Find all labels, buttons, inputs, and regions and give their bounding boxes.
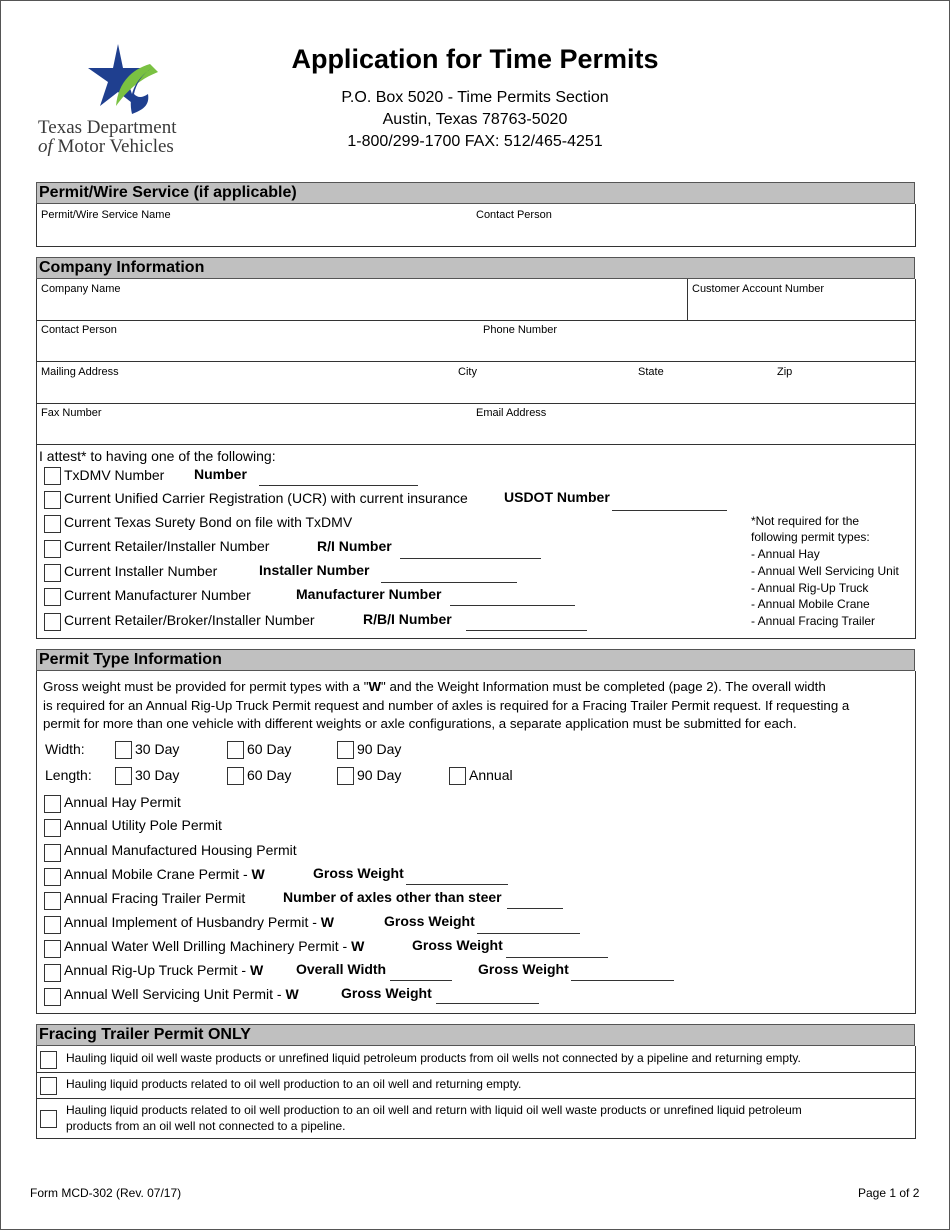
wire-service-contact-label: Contact Person [476,209,552,221]
page-number: Page 1 of 2 [858,1186,920,1200]
annual-hay-checkbox[interactable] [44,795,61,813]
divider [36,1072,916,1073]
company-box [36,279,916,445]
rig-up-truck-text: Annual Rig-Up Truck Permit - [64,962,250,978]
logo-line-2 [38,137,174,157]
width-90-day-checkbox[interactable] [337,741,354,759]
fracing-option-2-checkbox[interactable] [40,1077,57,1095]
length-60-day-label: 60 Day [247,767,292,783]
phone-fax: 1-800/299-1700 FAX: 512/465-4251 [347,133,603,150]
w-marker: W [249,962,264,978]
width-60-day-checkbox[interactable] [227,741,244,759]
mobile-crane-label [64,866,265,882]
divider [36,403,916,404]
fracing-option-3-checkbox[interactable] [40,1110,57,1128]
fracing-trailer-label: Annual Fracing Trailer Permit [64,890,246,906]
mobile-crane-checkbox[interactable] [44,868,61,886]
well-drilling-label [64,938,364,954]
txdmv-number-checkbox[interactable] [44,467,61,485]
mobile-crane-gross-weight-input[interactable] [406,884,508,885]
fracing-option-3-label-line-2: products from an oil well not connected to a pipeline. [66,1119,346,1133]
instruction-text: Gross weight must be provided for permit types with a " [43,679,369,694]
company-name-label: Company Name [41,283,121,295]
husbandry-gross-weight-input[interactable] [477,933,580,934]
well-drilling-gross-weight-input[interactable] [506,957,608,958]
well-drilling-checkbox[interactable] [44,940,61,958]
ri-number-field-label: R/I Number [317,538,392,554]
note-line: - Annual Fracing Trailer [751,614,876,628]
state-label: State [638,366,664,378]
rig-up-gross-weight-input[interactable] [571,980,674,981]
ri-number-input[interactable] [400,558,541,559]
installer-number-field-label: Installer Number [259,562,370,578]
address-line-1: P.O. Box 5020 - Time Permits Section [341,89,609,106]
manufactured-housing-checkbox[interactable] [44,844,61,862]
rbi-checkbox[interactable] [44,613,61,631]
permit-instructions-line-1 [43,678,913,697]
rbi-number-input[interactable] [466,630,587,631]
well-servicing-gross-weight-input[interactable] [436,1003,539,1004]
company-heading: Company Information [36,257,915,279]
manufactured-housing-label: Annual Manufactured Housing Permit [64,842,297,858]
fax-number-label: Fax Number [41,407,102,419]
width-60-day-label: 60 Day [247,741,292,757]
divider [36,1098,916,1099]
axles-label: Number of axles other than steer [283,889,502,905]
logo-motor-vehicles: Motor Vehicles [57,136,174,157]
overall-width-label: Overall Width [296,961,387,977]
mobile-crane-gross-weight-label: Gross Weight [313,865,404,881]
well-drilling-text: Annual Water Well Drilling Machinery Permit - [64,938,352,954]
well-servicing-gross-weight-label: Gross Weight [341,985,432,1001]
fracing-option-1-checkbox[interactable] [40,1051,57,1069]
length-60-day-checkbox[interactable] [227,767,244,785]
w-marker: W [251,866,265,882]
divider [36,361,916,362]
width-label: Width: [45,741,85,757]
utility-pole-checkbox[interactable] [44,819,61,837]
length-90-day-label: 90 Day [357,767,402,783]
length-30-day-checkbox[interactable] [115,767,132,785]
instruction-w: W [368,679,382,694]
fracing-heading: Fracing Trailer Permit ONLY [36,1024,915,1046]
email-address-label: Email Address [476,407,547,419]
customer-account-label: Customer Account Number [692,283,825,295]
form-id: Form MCD-302 (Rev. 07/17) [30,1186,182,1200]
installer-checkbox[interactable] [44,564,61,582]
husbandry-text: Annual Implement of Husbandry Permit - [64,914,321,930]
logo-of: of [38,136,53,157]
manufacturer-number-field-label: Manufacturer Number [296,586,442,602]
attest-intro: I attest* to having one of the following: [39,448,276,464]
fracing-option-1-label: Hauling liquid oil well waste products or unrefined liquid petroleum products from oil wells not connected by a pipeline and returning empty. [66,1051,801,1065]
utility-pole-label: Annual Utility Pole Permit [64,817,222,833]
divider [687,279,688,320]
installer-number-input[interactable] [381,582,517,583]
rbi-number-field-label: R/B/I Number [363,611,452,627]
surety-bond-checkbox[interactable] [44,515,61,533]
fracing-option-3-label-line-1: Hauling liquid products related to oil well production to an oil well and return with liquid oil well waste products or unrefined liquid petroleum [66,1103,802,1117]
rig-up-truck-label [64,962,263,978]
rig-up-gross-weight-label: Gross Weight [478,961,569,977]
axles-input[interactable] [507,908,563,909]
contact-person-label: Contact Person [41,324,117,336]
ucr-label: Current Unified Carrier Registration (UCR) with current insurance [64,490,468,506]
retailer-installer-label: Current Retailer/Installer Number [64,538,270,554]
instruction-text: " and the Weight Information must be completed (page 2). The overall width [381,679,826,694]
overall-width-input[interactable] [390,980,452,981]
fracing-trailer-checkbox[interactable] [44,892,61,910]
city-label: City [458,366,477,378]
note-line: following permit types: [751,530,870,544]
divider [36,320,916,321]
manufacturer-number-input[interactable] [450,605,575,606]
well-servicing-checkbox[interactable] [44,988,61,1006]
w-marker: W [320,914,334,930]
installer-label: Current Installer Number [64,563,218,579]
note-line: - Annual Mobile Crane [751,597,870,611]
note-line: - Annual Well Servicing Unit [751,564,899,578]
well-servicing-label [64,986,299,1002]
note-line: - Annual Hay [751,547,820,561]
page-title: Application for Time Permits [291,44,659,74]
w-marker: W [285,986,299,1002]
permit-type-heading: Permit Type Information [36,649,915,671]
usdot-field-label: USDOT Number [504,489,610,505]
width-30-day-checkbox[interactable] [115,741,132,759]
retailer-installer-checkbox[interactable] [44,540,61,558]
surety-bond-label: Current Texas Surety Bond on file with TxDMV [64,514,353,530]
number-field-label: Number [194,466,247,482]
width-30-day-label: 30 Day [135,741,180,757]
manufacturer-label: Current Manufacturer Number [64,587,251,603]
w-marker: W [351,938,365,954]
note-line: *Not required for the [751,514,860,528]
number-input[interactable] [259,485,418,486]
mobile-crane-text: Annual Mobile Crane Permit - [64,866,252,882]
address-line-2: Austin, Texas 78763-5020 [382,111,568,128]
ucr-checkbox[interactable] [44,491,61,509]
length-annual-label: Annual [469,767,513,783]
husbandry-checkbox[interactable] [44,916,61,934]
rig-up-truck-checkbox[interactable] [44,964,61,982]
mailing-address-label: Mailing Address [41,366,119,378]
note-line: - Annual Rig-Up Truck [751,581,869,595]
zip-label: Zip [777,366,793,378]
length-annual-checkbox[interactable] [449,767,466,785]
permit-instructions-line-3: permit for more than one vehicle with different weights or axle configurations, a separate application must be submitted for each. [43,716,797,731]
usdot-input[interactable] [612,510,727,511]
txdmv-number-label: TxDMV Number [64,467,165,483]
well-servicing-text: Annual Well Servicing Unit Permit - [64,986,286,1002]
annual-hay-label: Annual Hay Permit [64,794,181,810]
width-90-day-label: 90 Day [357,741,402,757]
logo-line-1: Texas Department [38,117,177,138]
wire-service-name-label: Permit/Wire Service Name [41,209,171,221]
rbi-label: Current Retailer/Broker/Installer Number [64,612,315,628]
phone-number-label: Phone Number [483,324,557,336]
fracing-option-2-label: Hauling liquid products related to oil well production to an oil well and returning empty. [66,1077,522,1091]
permit-instructions-line-2: is required for an Annual Rig-Up Truck Permit request and number of axles is required for a Fracing Trailer Permit request. If requesting a [43,697,850,713]
well-drilling-gross-weight-label: Gross Weight [412,937,503,953]
length-30-day-label: 30 Day [135,767,180,783]
husbandry-label [64,914,334,930]
wire-service-heading: Permit/Wire Service (if applicable) [36,182,915,204]
length-90-day-checkbox[interactable] [337,767,354,785]
length-label: Length: [45,767,92,783]
husbandry-gross-weight-label: Gross Weight [384,913,475,929]
manufacturer-checkbox[interactable] [44,588,61,606]
